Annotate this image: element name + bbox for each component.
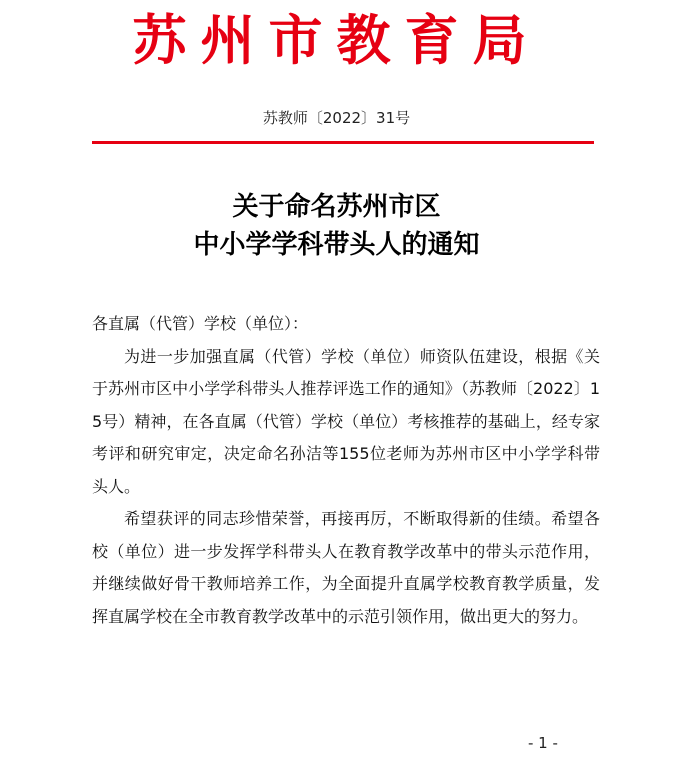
document-body <box>92 308 600 633</box>
document-number: 苏教师〔2022〕31号 <box>262 109 411 127</box>
title-line-1: 关于命名苏州市区 <box>232 192 441 222</box>
salutation: 各直属（代管）学校（单位）： <box>92 314 309 333</box>
paragraph-1: 为进一步加强直属（代管）学校（单位）师资队伍建设，根据《关于苏州市区中小学学科带头人推荐评选工作的通知》（苏教师〔2022〕15号）精神，在各直属（代管）学校（单位）考核推荐的基础上，经专家考评和研究审定，决定命名孙洁等155位老师为苏州市区中小学学科带头人。 <box>92 346 600 496</box>
title-line-2: 中小学学科带头人的通知 <box>193 230 480 260</box>
document-title <box>0 188 673 264</box>
masthead-agency-name: 苏州市教育局 <box>132 8 541 72</box>
page-number: - 1 - <box>528 734 558 752</box>
red-divider-rule <box>92 141 594 144</box>
paragraph-2: 希望获评的同志珍惜荣誉，再接再厉，不断取得新的佳绩。希望各校（单位）进一步发挥学科带头人在教育教学改革中的带头示范作用，并继续做好骨干教师培养工作，为全面提升直属学校教育教学质量，发挥直属学校在全市教育教学改革中的示范引领作用，做出更大的努力。 <box>92 509 600 626</box>
